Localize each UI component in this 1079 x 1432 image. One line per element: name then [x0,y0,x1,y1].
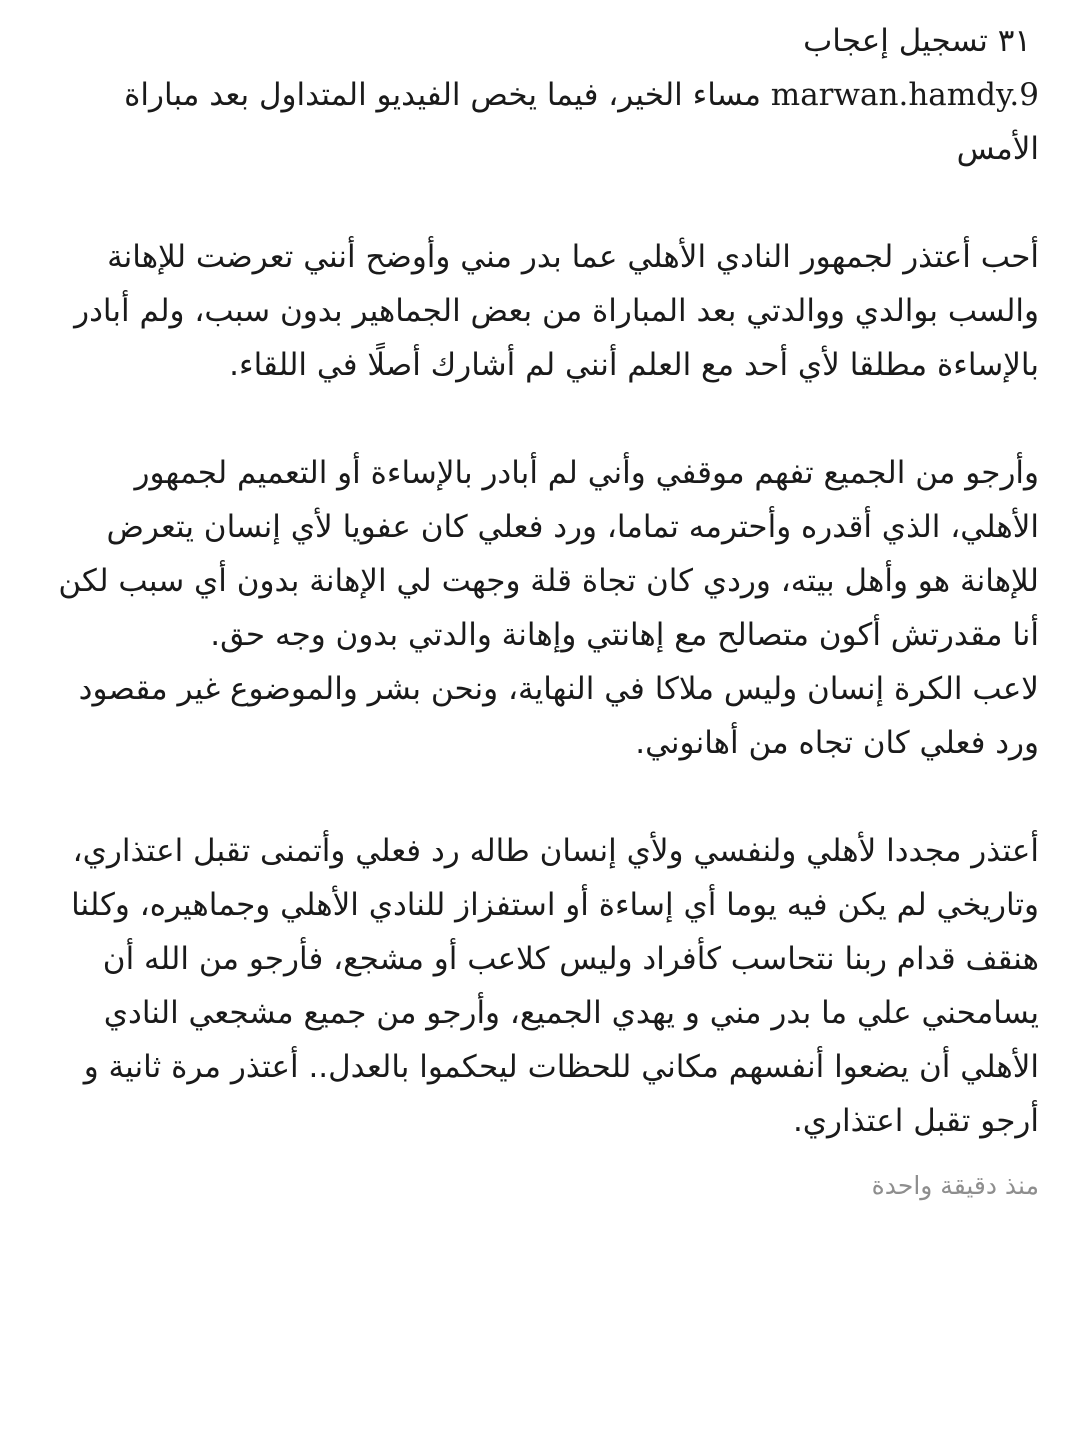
caption-body: مساء الخير، فيما يخص الفيديو المتداول بعد مباراة الأمس أحب أعتذر لجمهور النادي الأهلي عما بدر مني وأوضح أنني تعرضت للإهانة والسب بوالدي ووالدتي بعد المباراة من بعض الجماهير بدون سبب، ولم أبادر بالإساءة مطلقا لأي أحد مع العلم أنني لم أشارك أصلًا في اللقاء. وأرجو من الجميع تفهم موقفي وأني لم أبادر بالإساءة أو التعميم لجمهور الأهلي، الذي أقدره وأحترمه تماما، ورد فعلي كان عفويا لأي إنسان يتعرض للإهانة هو وأهل بيته، وردي كان تجاة قلة وجهت لي الإهانة بدون أي سبب لكن أنا مقدرتش أكون متصالح مع إهانتي وإهانة والدتي بدون وجه حق. لاعب الكرة إنسان وليس ملاكا في النهاية، ونحن بشر والموضوع غير مقصود ورد فعلي كان تجاه من أهانوني. أعتذر مجددا لأهلي ولنفسي ولأي إنسان طاله رد فعلي وأتمنى تقبل اعتذاري، وتاريخي لم يكن فيه يوما أي إساءة أو استفزاز للنادي الأهلي وجماهيره، وكلنا هنقف قدام ربنا نتحاسب كأفراد وليس كلاعب أو مشجع، فأرجو من الله أن يسامحني علي ما بدر مني و يهدي الجميع، وأرجو من جميع مشجعي النادي الأهلي أن يضعوا أنفسهم مكاني للحظات ليحكموا بالعدل.. أعتذر مرة ثانية و أرجو تقبل اعتذاري. [58,77,1039,1139]
likes-count[interactable]: ٣١ تسجيل إعجاب [803,23,1031,59]
username-link[interactable]: marwan.hamdy.9 [770,77,1039,113]
post-caption-section [40,14,1039,1206]
post-timestamp: منذ دقيقة واحدة [871,1171,1039,1200]
caption-text [40,68,1039,1148]
